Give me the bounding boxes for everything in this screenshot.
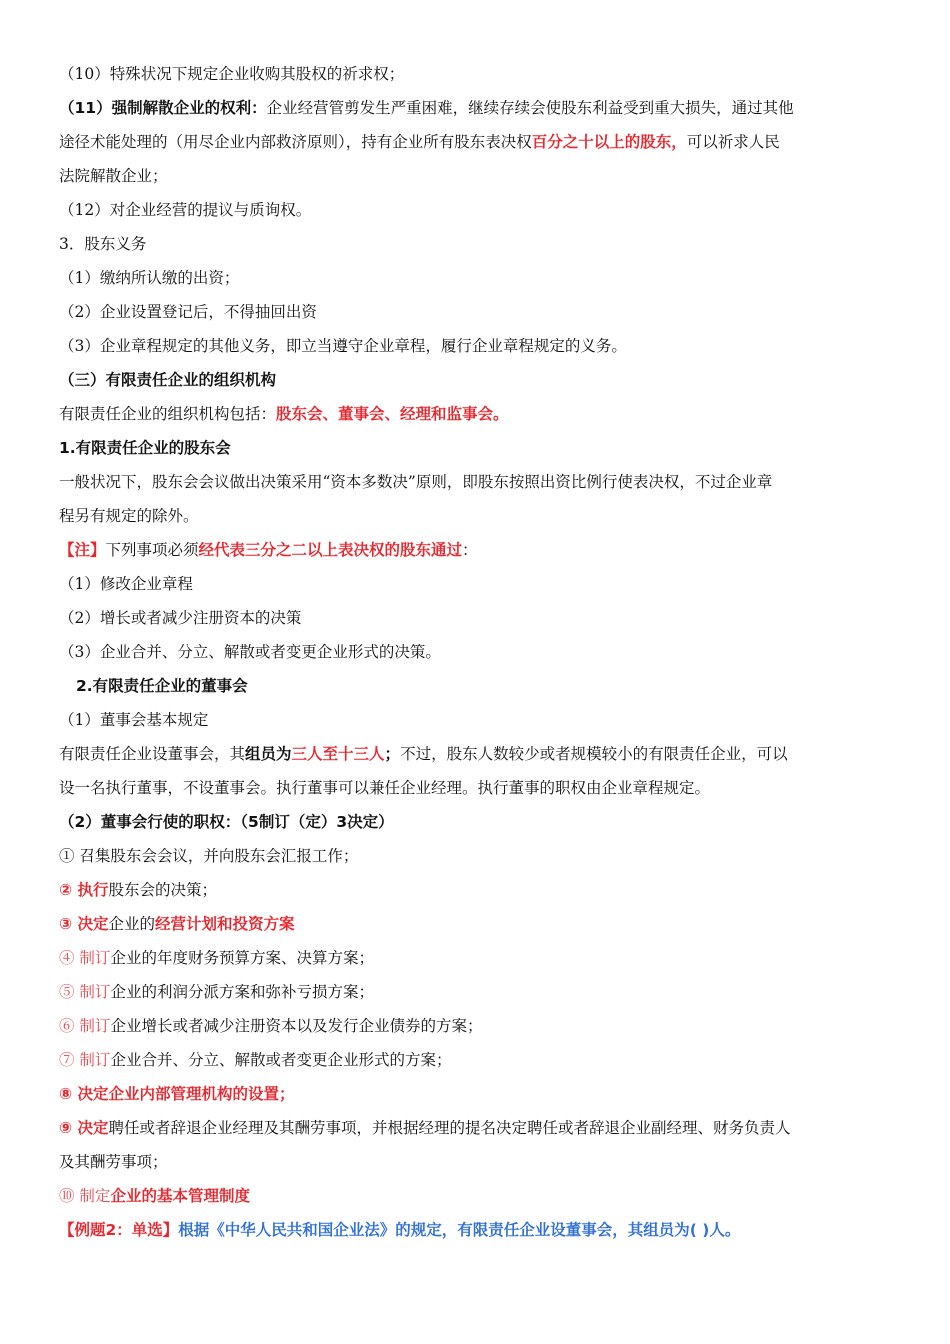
text-run: 不过，股东人数较少或者规模较小的有限责任企业，可以: [400, 745, 788, 763]
text-run: ① 召集股东会会议，并向股东会汇报工作；: [59, 847, 359, 865]
text-run: 2.有限责任企业的董事会: [76, 677, 248, 695]
text-line: [59, 335, 910, 357]
text-line: [59, 369, 910, 391]
text-line: [59, 1049, 910, 1071]
text-run: 设一名执行董事，不设董事会。执行董事可以兼任企业经理。执行董事的职权由企业章程规定。: [59, 779, 711, 797]
text-line: [59, 1117, 910, 1139]
text-line: [59, 845, 910, 867]
text-run: 百分之十以上的股东，: [531, 133, 687, 151]
text-run: ⑤ 制订: [59, 983, 111, 1001]
text-run: ；: [384, 745, 401, 763]
text-run: ④ 制订: [59, 949, 111, 967]
text-run: 3．股东义务: [59, 235, 147, 253]
text-line: [59, 913, 910, 935]
text-run: （3）企业合并、分立、解散或者变更企业形式的决策。: [59, 643, 441, 661]
text-run: 三人至十三人: [291, 745, 385, 763]
text-run: 及其酬劳事项；: [59, 1153, 168, 1171]
text-run: 根据《中华人民共和国企业法》的规定，有限责任企业设董事会，其组员为( )人。: [178, 1221, 741, 1239]
text-run: 企业的: [108, 915, 156, 933]
text-run: （2）董事会行使的职权：（5制订（定）3决定）: [59, 813, 394, 831]
text-run: （1）董事会基本规定: [59, 711, 209, 729]
text-line: [59, 199, 910, 221]
text-run: 经营计划和投资方案: [155, 915, 295, 933]
text-run: 途径术能处理的（用尽企业内部救济原则），持有企业所有股东表决权: [59, 133, 532, 151]
text-run: 【注】: [59, 541, 106, 559]
text-run: 企业的年度财务预算方案、决算方案；: [110, 949, 374, 967]
text-run: （2）增长或者减少注册资本的决策: [59, 609, 302, 627]
text-line: [59, 1185, 910, 1207]
text-run: （三）有限责任企业的组织机构: [59, 371, 277, 389]
text-run: 下列事项必须: [105, 541, 199, 559]
text-run: 法院解散企业；: [59, 167, 168, 185]
text-line: [59, 471, 910, 493]
text-run: （3）企业章程规定的其他义务，即立当遵守企业章程，履行企业章程规定的义务。: [59, 337, 627, 355]
text-line: [59, 505, 910, 527]
text-run: （12）对企业经营的提议与质询权。: [59, 201, 312, 219]
text-line: [59, 1015, 910, 1037]
text-line: [59, 743, 910, 765]
text-line: [59, 641, 910, 663]
text-line: [59, 301, 910, 323]
text-line: [59, 1151, 910, 1173]
text-run: 企业经营管剪发生严重困难，继续存续会使股东利益受到重大损失，通过其他: [266, 99, 794, 117]
text-line: [59, 97, 910, 119]
text-run: ⑥ 制订: [59, 1017, 111, 1035]
text-run: 聘任或者辞退企业经理及其酬劳事项，并根据经理的提名决定聘任或者辞退企业副经理、财务负责人: [108, 1119, 791, 1137]
text-line: [59, 437, 910, 459]
text-run: 企业增长或者减少注册资本以及发行企业债券的方案；: [110, 1017, 483, 1035]
text-line: [59, 607, 910, 629]
text-line: [59, 879, 910, 901]
text-run: （11）强制解散企业的权利：: [59, 99, 267, 117]
text-run: ：: [462, 541, 478, 559]
text-line: [59, 1219, 910, 1241]
text-run: 经代表三分之二以上表决权的股东通过: [198, 541, 463, 559]
text-run: 股东会的决策；: [108, 881, 218, 899]
text-line: [59, 947, 910, 969]
text-line: [59, 131, 910, 153]
text-line: [76, 675, 910, 697]
text-line: [59, 811, 910, 833]
text-run: 可以祈求人民: [686, 133, 780, 151]
text-run: ② 执行: [59, 881, 109, 899]
text-run: 企业的利润分派方案和弥补亏损方案；: [110, 983, 374, 1001]
text-line: [59, 165, 910, 187]
text-run: 企业的基本管理制度: [110, 1187, 250, 1205]
text-run: ⑧ 决定企业内部管理机构的设置；: [59, 1085, 295, 1103]
text-line: [59, 539, 910, 561]
text-line: [59, 63, 910, 85]
text-run: ⑨ 决定: [59, 1119, 109, 1137]
text-line: [59, 709, 910, 731]
text-line: [59, 403, 910, 425]
text-run: 1.有限责任企业的股东会: [59, 439, 231, 457]
text-run: （10）特殊状况下规定企业收购其股权的祈求权；: [59, 65, 405, 83]
text-run: （1）缴纳所认缴的出资；: [59, 269, 240, 287]
text-line: [59, 777, 910, 799]
text-run: 企业合并、分立、解散或者变更企业形式的方案；: [110, 1051, 452, 1069]
text-run: （1）修改企业章程: [59, 575, 193, 593]
text-line: [59, 267, 910, 289]
text-run: ⑦ 制订: [59, 1051, 111, 1069]
text-run: 【例题2：单选】: [59, 1221, 179, 1239]
text-run: ③ 决定: [59, 915, 109, 933]
text-run: ⑩ 制定: [59, 1187, 111, 1205]
text-run: 有限责任企业设董事会，其: [59, 745, 246, 763]
text-line: [59, 573, 910, 595]
text-run: （2）企业设置登记后，不得抽回出资: [59, 303, 317, 321]
text-run: 一般状况下，股东会会议做出决策采用“资本多数决”原则，即股东按照出资比例行使表决权，不过企业章: [59, 473, 773, 491]
text-line: [59, 981, 910, 1003]
text-run: 程另有规定的除外。: [59, 507, 199, 525]
text-run: 股东会、董事会、经理和监事会。: [276, 405, 509, 423]
text-run: 组员为: [245, 745, 292, 763]
text-line: [59, 233, 910, 255]
text-run: 有限责任企业的组织机构包括：: [59, 405, 277, 423]
text-line: [59, 1083, 910, 1105]
